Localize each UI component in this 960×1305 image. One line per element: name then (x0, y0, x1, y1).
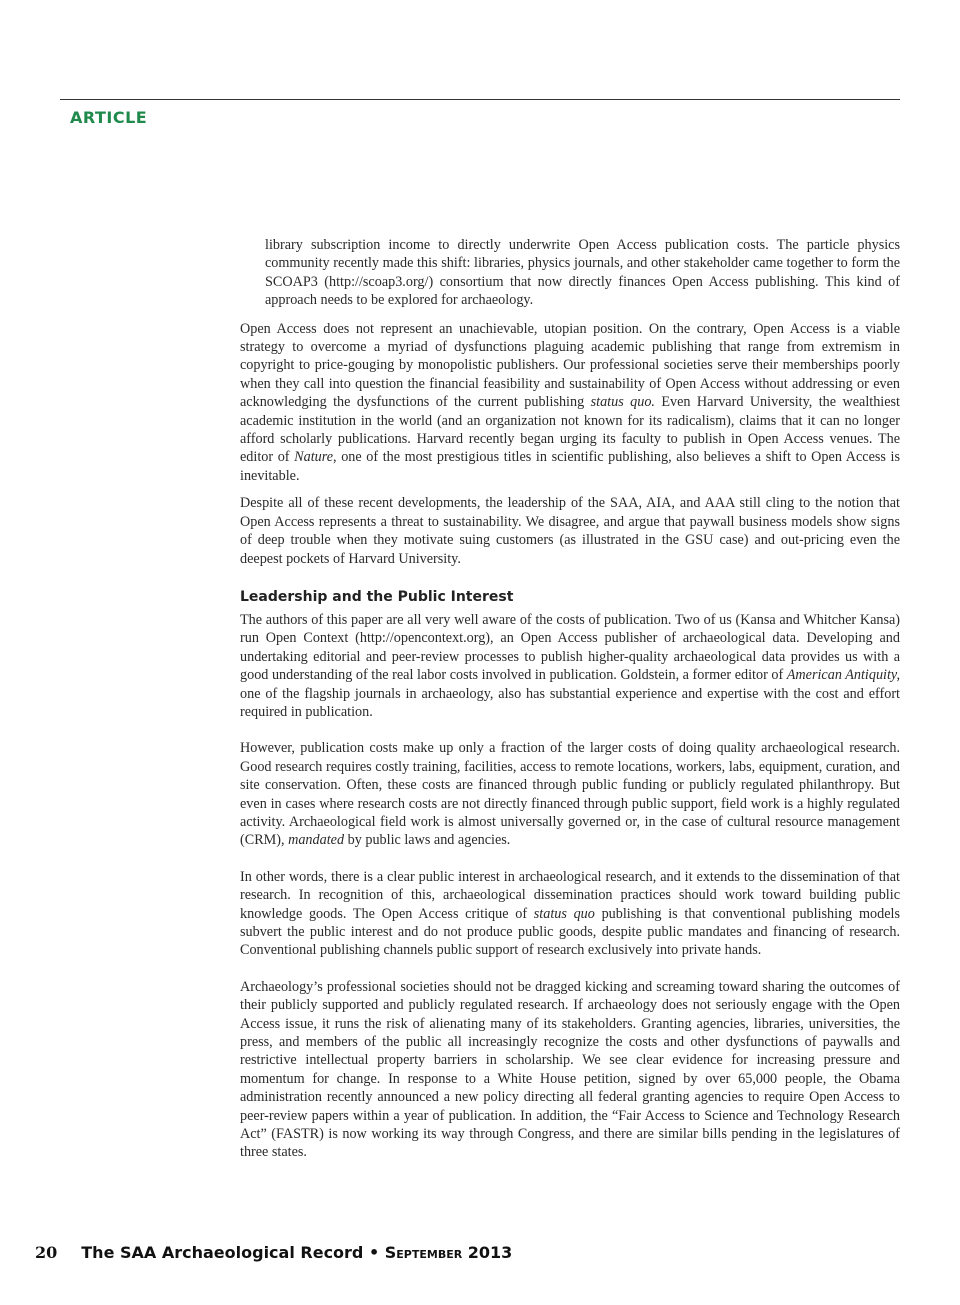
paragraph-2: Despite all of these recent developments, the leadership of the SAA, AIA, and AAA still cling to the notion that Open Access represents a threat to sustainability. We disagree, and argue that paywall business models show signs of deep trouble when they motivate suing customers (as illustrated in the GSU case) and out-pricing even the deepest pockets of Harvard University. (240, 495, 900, 567)
page-footer (35, 1243, 512, 1262)
paragraph-1: Open Access does not represent an unachievable, utopian position. On the contrary, Open Access is a viable strategy to overcome a myriad of dysfunctions plaguing academic publishing that range from extremism in copyright to price-gouging by monopolistic publishers. Our professional societies serve their memberships poorly when they call into question the financial feasibility and sustainability of Open Access without addressing or even acknowledging the dysfunctions of the current publishing status quo. Even Harvard University, the wealthiest academic institution in the world (and an organization not known for its radicalism), claims that it can no longer afford scholarly publications. Harvard recently began urging its faculty to publish in Open Access venues. The editor of Nature, one of the most prestigious titles in scientific publishing, also believes a shift to Open Access is inevitable. (240, 320, 900, 484)
top-rule (60, 99, 900, 100)
paragraph-6: Archaeology’s professional societies should not be dragged kicking and screaming toward sharing the outcomes of their publicly supported and publicly regulated research. If archaeology does not seriously engage with the Open Access issue, it runs the risk of alienating many of its stakeholders. Granting agencies, libraries, universities, the press, and members of the public all increasingly recognize the costs and other dysfunctions of paywalls and restrictive intellectual property barriers in scholarship. We see clear evidence for increasing pressure and momentum for change. In response to a White House petition, signed by over 65,000 people, the Obama administration recently announced a new policy directing all federal granting agencies to require Open Access to peer-review papers within a year of publication. In addition, the “Fair Access to Science and Technology Research Act” (FASTR) is now working its way through Congress, and there are similar bills pending in the legislatures of three states. (240, 978, 900, 1161)
paragraph-5: In other words, there is a clear public interest in archaeological research, and it extends to the dissemination of that research. In recognition of this, archaeological dissemination practices should work toward building public knowledge goods. The Open Access critique of status quo publishing is that conventional publishing models subvert the public interest and do not produce public goods, despite public mandates and financing of research. Conventional publishing channels public support of research exclusively into private hands. (240, 868, 900, 959)
journal-title: The SAA Archaeological Record (81, 1243, 364, 1262)
issue-date: September 2013 (384, 1243, 513, 1262)
quote-block: library subscription income to directly underwrite Open Access publication costs. The particle physics community recently made this shift: libraries, physics journals, and other stakeholder came together to form the SCOAP3 (http://scoap3.org/) consortium that now directly finances Open Access publishing. This kind of approach needs to be explored for archaeology. (265, 237, 900, 309)
section-label: ARTICLE (70, 108, 148, 127)
paragraph-3: The authors of this paper are all very well aware of the costs of publication. Two of us (Kansa and Whitcher Kansa) run Open Context (http://opencontext.org), an Open Access publisher of archaeological data. Developing and undertaking editorial and peer-review processes to publish higher-quality archaeological data provides us with a good understanding of the real labor costs involved in publication. Goldstein, a former editor of American Antiquity, one of the flagship journals in archaeology, also has substantial experience and expertise with the cost and effort required in publication. (240, 611, 900, 720)
section-heading: Leadership and the Public Interest (240, 588, 514, 605)
paragraph-4: However, publication costs make up only a fraction of the larger costs of doing quality archaeological research. Good research requires costly training, facilities, access to remote locations, workers, labs, equipment, curation, and site conservation. Often, these costs are financed through public funding or publicly regulated philanthropy. But even in cases where research costs are not directly financed through public support, field work is a highly regulated activity. Archaeological field work is almost universally governed or, in the case of cultural resource management (CRM), mandated by public laws and agencies. (240, 740, 900, 849)
footer-separator: • (363, 1243, 385, 1262)
page-number: 20 (35, 1243, 58, 1262)
article-body (240, 236, 900, 1162)
